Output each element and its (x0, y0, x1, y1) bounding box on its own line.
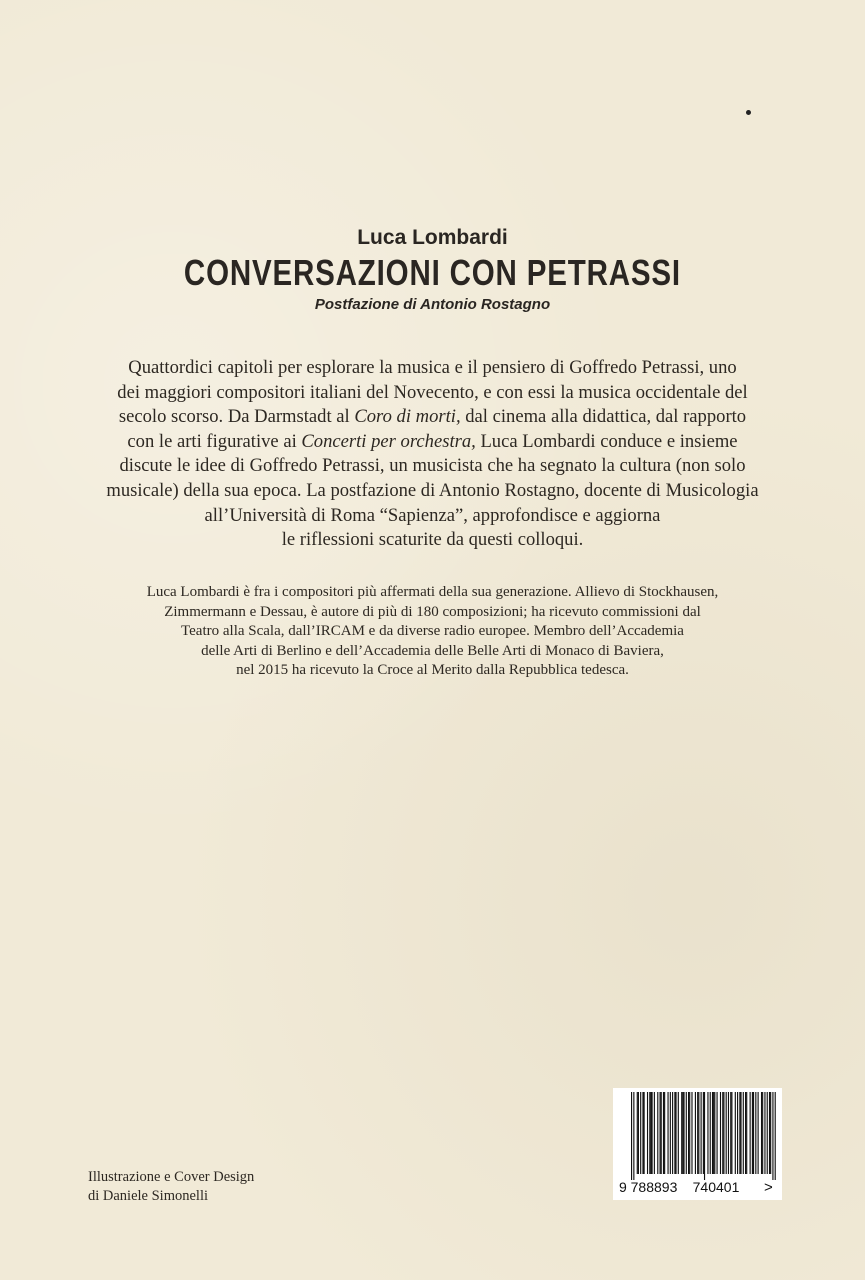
barcode-bar (722, 1092, 723, 1174)
barcode-bar (770, 1092, 771, 1174)
bio-line: Teatro alla Scala, dall’IRCAM e da diverse radio europee. Membro dell’Accademia (181, 623, 684, 640)
italic-title: Concerti per orchestra, (301, 430, 476, 452)
barcode-bar (670, 1092, 671, 1174)
barcode-bar (661, 1092, 662, 1174)
barcode-bar (647, 1092, 648, 1174)
afterword-credit: Postfazione di Antonio Rostagno (314, 296, 551, 313)
barcode-bar (707, 1092, 708, 1174)
barcode-bar (755, 1092, 756, 1174)
blurb-line: musicale) della sua epoca. La postfazione di Antonio Rostagno, docente di Musicologia (106, 479, 759, 501)
blurb-line: Quattordici capitoli per esplorare la musica e il pensiero di Goffredo Petrassi, uno (128, 357, 737, 378)
barcode-bar (723, 1092, 724, 1174)
barcode-bar (689, 1092, 690, 1174)
barcode-bar (652, 1092, 653, 1174)
barcode-bar (674, 1092, 675, 1174)
barcode-bar (672, 1092, 673, 1174)
barcode-bar (642, 1092, 643, 1174)
barcode-bar (713, 1092, 714, 1174)
barcode-bar (769, 1092, 770, 1174)
barcode-bar (695, 1092, 696, 1174)
barcode-bar (654, 1092, 655, 1174)
barcode-bar (731, 1092, 732, 1174)
blurb-line: le riflessioni scaturite da questi colloqui. (281, 529, 584, 551)
barcode-bar (752, 1092, 753, 1174)
barcode-bar (728, 1092, 729, 1174)
italic-title: Coro di morti, (354, 406, 461, 428)
barcode-bar (710, 1092, 711, 1174)
barcode-bar (682, 1092, 683, 1174)
barcode-bar (772, 1092, 773, 1180)
barcode-bar (739, 1092, 740, 1174)
barcode-bar (631, 1092, 632, 1180)
bio-line: Zimmermann e Dessau, è autore di più di 180 composizioni; ha ricevuto commissioni dal (164, 603, 701, 620)
barcode-bar (667, 1092, 668, 1174)
blurb-line: all’Università di Roma “Sapienza”, approfondisce e aggiorna (204, 504, 661, 526)
barcode-bar (701, 1092, 702, 1174)
barcode-bar (767, 1092, 768, 1174)
barcode-bar (735, 1092, 736, 1174)
barcode-bar (678, 1092, 679, 1174)
barcode-bar (730, 1092, 731, 1174)
barcode-bar (697, 1092, 698, 1174)
barcode-bar (726, 1092, 727, 1174)
barcode-bar (762, 1092, 763, 1174)
barcode-bar (717, 1092, 718, 1174)
barcode-bar (644, 1092, 645, 1174)
book-blurb (90, 356, 775, 553)
barcode-bar (638, 1092, 639, 1174)
blurb-line: secolo scorso. Da Darmstadt al Coro di morti, dal cinema alla didattica, dal rapporto (118, 406, 747, 428)
barcode-bars (613, 1088, 782, 1200)
isbn-arrow: > (764, 1179, 773, 1196)
author-bio (100, 583, 765, 681)
isbn-barcode (613, 1088, 782, 1200)
bio-line: Luca Lombardi è fra i compositori più affermati della sua generazione. Allievo di Stockhausen, (146, 584, 719, 600)
blurb-line: dei maggiori compositori italiani del Novecento, e con essi la musica occidentale del (117, 381, 748, 403)
barcode-bar (683, 1092, 684, 1174)
barcode-bar (686, 1092, 687, 1174)
isbn-digits-left: 788893 (630, 1179, 678, 1195)
barcode-bar (650, 1092, 651, 1174)
bio-line: nel 2015 ha ricevuto la Croce al Merito dalla Repubblica tedesca. (236, 662, 629, 679)
barcode-bar (737, 1092, 738, 1174)
barcode-bar (649, 1092, 650, 1174)
barcode-bar (753, 1092, 754, 1174)
barcode-bar (704, 1092, 705, 1180)
bio-line: delle Arti di Berlino e dell’Accademia delle Belle Arti di Monaco di Baviera, (201, 642, 664, 659)
barcode-bar (764, 1092, 765, 1174)
book-title: CONVERSAZIONI CON PETRASSI (183, 252, 681, 293)
barcode-bar (681, 1092, 682, 1174)
author-name: Luca Lombardi (357, 226, 508, 249)
barcode-bar (663, 1092, 664, 1174)
blurb-line: discute le idee di Goffredo Petrassi, un musicista che ha segnato la cultura (non solo (119, 455, 746, 477)
barcode-bar (714, 1092, 715, 1174)
barcode-bar (691, 1092, 692, 1174)
barcode-bar (688, 1092, 689, 1174)
barcode-bar (712, 1092, 713, 1174)
barcode-bar (675, 1092, 676, 1174)
credit-line: di Daniele Simonelli (88, 1187, 209, 1204)
blurb-line: con le arti figurative ai Concerti per orchestra, Luca Lombardi conduce e insieme (127, 430, 738, 452)
barcode-bar (720, 1092, 721, 1174)
corner-dot (746, 110, 751, 115)
barcode-bar (637, 1092, 638, 1174)
barcode-bar (745, 1092, 746, 1174)
barcode-bar (657, 1092, 658, 1174)
barcode-bar (698, 1092, 699, 1174)
barcode-bar (640, 1092, 641, 1174)
credit-line: Illustrazione e Cover Design (88, 1169, 255, 1185)
barcode-bar (758, 1092, 759, 1174)
barcode-bar (775, 1092, 776, 1180)
barcode-bar (750, 1092, 751, 1174)
isbn-digits-right: 740401 (692, 1179, 740, 1195)
isbn-digit-first: 9 (619, 1179, 627, 1195)
barcode-bar (703, 1092, 704, 1174)
barcode-bar (746, 1092, 747, 1174)
design-credit (88, 1168, 254, 1205)
barcode-bar (664, 1092, 665, 1174)
barcode-bar (743, 1092, 744, 1174)
barcode-bar (740, 1092, 741, 1174)
barcode-bar (633, 1092, 634, 1180)
barcode-bar (660, 1092, 661, 1174)
barcode-bar (761, 1092, 762, 1174)
